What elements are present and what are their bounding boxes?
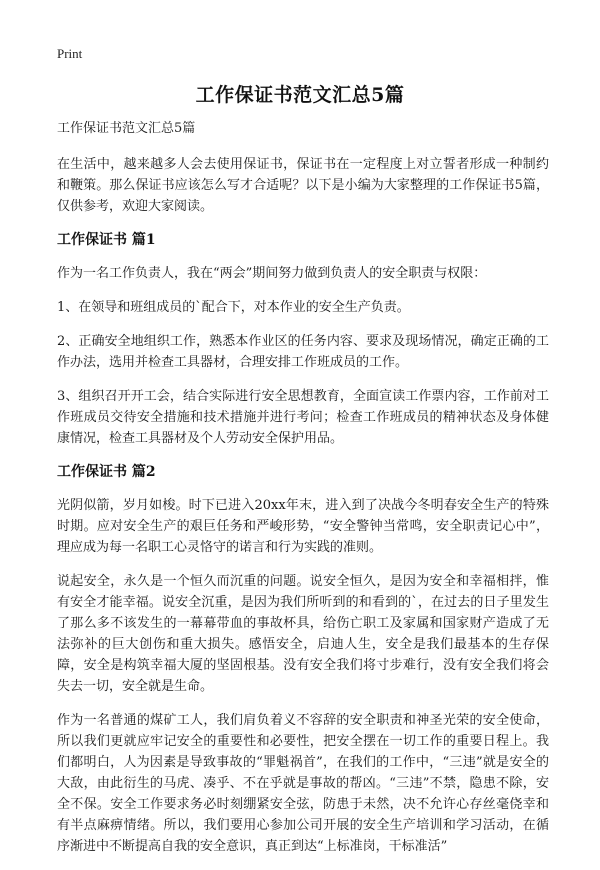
section-paragraph: 作为一名普通的煤矿工人，我们肩负着义不容辞的安全职责和神圣光荣的安全使命，所以我们更就应牢记安全的重要性和必要性，把安全摆在一切工作的重要日程上。我们都明白，人为因素是导致事故的“罪魁祸首”，在我们的工作中，“三违”就是安全的大敌，由此衍生的马虎、凑乎、不在乎就是事故的帮凶。“三违”不禁，隐患不除，安全不保。安全工作要求务必时刻绷紧安全弦，防患于未然，决不允许心存丝毫侥幸和有半点麻痹情绪。所以，我们要用心参加公司开展的安全生产培训和学习活动，在循序渐进中不断提高自我的安全意识，真正到达“上标准岗，干标准活” <box>57 713 549 854</box>
section-paragraph: 1、在领导和班组成员的`配合下，对本作业的安全生产负责。 <box>57 300 410 315</box>
section-paragraph: 3、组织召开开工会，结合实际进行安全思想教育，全面宣读工作票内容，工作前对工作班成员交待安全措施和技术措施并进行考问；检查工作班成员的精神状态及身体健康情况，检查工具器材及个人劳动安全保护用品。 <box>57 389 549 446</box>
section-heading: 工作保证书 篇2 <box>57 464 156 480</box>
document-subtitle: 工作保证书范文汇总5篇 <box>57 121 196 136</box>
print-link[interactable]: Print <box>57 46 83 61</box>
document-body <box>57 118 549 870</box>
section-heading: 工作保证书 篇1 <box>57 232 156 248</box>
section-paragraph: 作为一名工作负责人，我在“两会”期间努力做到负责人的安全职责与权限： <box>57 266 487 281</box>
document-title: 工作保证书范文汇总5篇 <box>195 84 405 106</box>
intro-paragraph: 在生活中，越来越多人会去使用保证书，保证书在一定程度上对立誓者形成一种制约和鞭策。那么保证书应该怎么写才合适呢？以下是小编为大家整理的工作保证书5篇，仅供参考，欢迎大家阅读。 <box>57 157 549 214</box>
section-paragraph: 2、正确安全地组织工作，熟悉本作业区的任务内容、要求及现场情况，确定正确的工作办法，选用并检查工具器材，合理安排工作班成员的工作。 <box>57 334 549 370</box>
section-paragraph: 说起安全，永久是一个恒久而沉重的问题。说安全恒久，是因为安全和幸福相拌，惟有安全才能幸福。说安全沉重，是因为我们所听到的和看到的`，在过去的日子里发生了那么多不该发生的一幕幕带血的事故杯具，给伤亡职工及家属和国家财产造成了无法弥补的巨大创伤和重大损失。感悟安全，启迪人生，安全是我们最基本的生存保障，安全是构筑幸福大厦的坚固根基。没有安全我们将寸步难行，没有安全我们将会失去一切，安全就是生命。 <box>57 574 549 694</box>
section-paragraph: 光阴似箭，岁月如梭。时下已进入20xx年末，进入到了决战今冬明春安全生产的特殊时期。应对安全生产的艰巨任务和严峻形势，“安全警钟当常鸣，安全职责记心中”，理应成为每一名职工心灵恪守的诺言和行为实践的准则。 <box>57 498 549 555</box>
